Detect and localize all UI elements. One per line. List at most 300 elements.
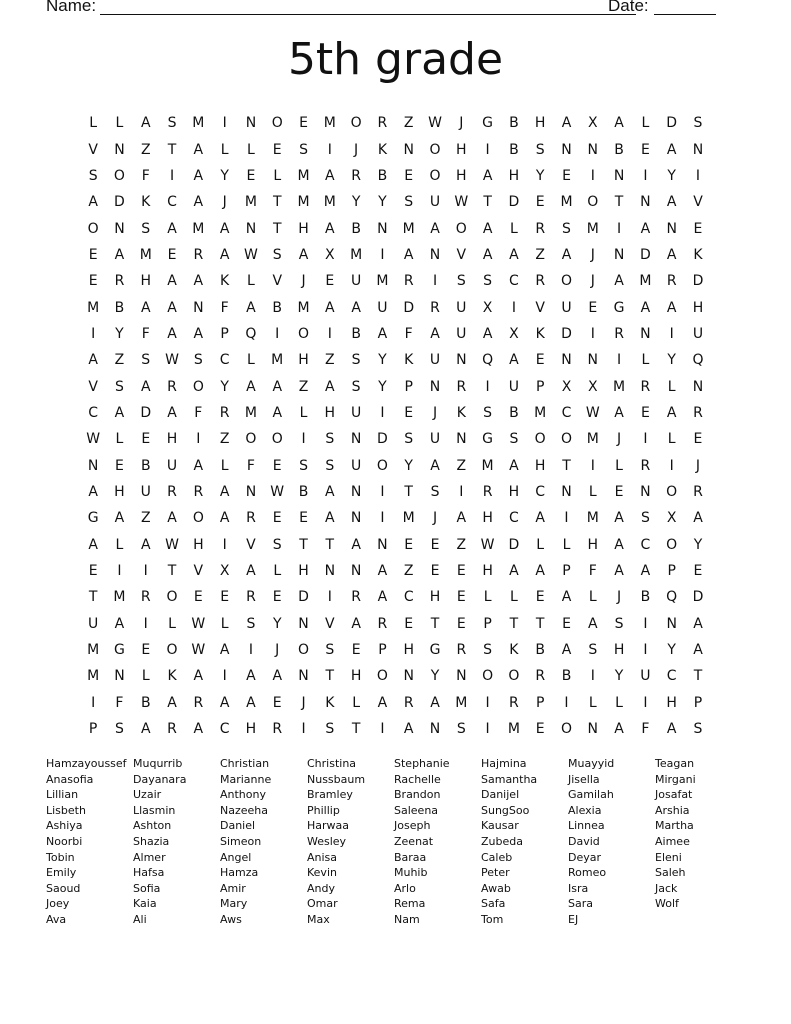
grid-letter: R bbox=[693, 404, 703, 421]
grid-letter: E bbox=[167, 246, 177, 263]
grid-letter: E bbox=[693, 431, 703, 448]
grid-letter: A bbox=[219, 510, 230, 527]
grid-letter: R bbox=[351, 167, 361, 184]
grid-letter: S bbox=[562, 220, 571, 237]
grid-letter: J bbox=[301, 273, 306, 290]
word-bank-item: Simeon bbox=[220, 834, 262, 848]
grid-letter: Q bbox=[692, 352, 704, 369]
grid-letter: Y bbox=[272, 615, 282, 632]
grid-letter: S bbox=[167, 115, 177, 132]
grid-letter: A bbox=[246, 563, 256, 580]
word-bank-item: Jack bbox=[655, 881, 678, 895]
grid-letter: F bbox=[588, 563, 597, 580]
grid-letter: B bbox=[351, 325, 361, 342]
grid-letter: L bbox=[115, 115, 124, 132]
grid-letter: E bbox=[193, 589, 203, 606]
grid-letter: A bbox=[246, 694, 256, 711]
grid-letter: I bbox=[485, 141, 490, 158]
grid-letter: M bbox=[613, 378, 626, 395]
word-bank-item: Noorbi bbox=[46, 834, 83, 848]
grid-letter: U bbox=[88, 615, 99, 632]
word-bank-item: Samantha bbox=[481, 772, 538, 786]
grid-letter: N bbox=[561, 141, 572, 158]
grid-letter: L bbox=[615, 457, 623, 474]
grid-letter: M bbox=[350, 246, 363, 263]
grid-letter: G bbox=[482, 431, 494, 448]
word-bank-item: Marianne bbox=[220, 772, 272, 786]
grid-letter: R bbox=[193, 246, 204, 263]
word-bank-item: Aws bbox=[220, 912, 242, 926]
grid-letter: O bbox=[87, 220, 99, 237]
grid-letter: S bbox=[535, 141, 545, 158]
grid-letter: A bbox=[246, 378, 256, 395]
grid-letter: T bbox=[325, 668, 335, 685]
grid-letter: A bbox=[614, 404, 624, 421]
grid-letter: L bbox=[141, 668, 150, 685]
grid-letter: G bbox=[114, 642, 125, 659]
grid-letter: A bbox=[666, 246, 677, 263]
grid-letter: Z bbox=[140, 510, 151, 527]
grid-letter: J bbox=[222, 194, 227, 211]
grid-letter: N bbox=[640, 194, 651, 211]
grid-letter: C bbox=[219, 352, 230, 369]
grid-letter: H bbox=[324, 404, 336, 421]
grid-letter: A bbox=[193, 457, 204, 474]
grid-letter: R bbox=[351, 589, 361, 606]
grid-letter: T bbox=[562, 457, 571, 474]
grid-letter: E bbox=[693, 563, 703, 580]
grid-letter: N bbox=[587, 721, 599, 738]
grid-letter: A bbox=[614, 721, 624, 738]
grid-letter: I bbox=[695, 167, 701, 184]
grid-letter: A bbox=[456, 510, 467, 527]
grid-letter: W bbox=[244, 246, 258, 263]
grid-letter: A bbox=[167, 404, 177, 421]
grid-letter: M bbox=[113, 589, 126, 606]
grid-letter: R bbox=[535, 273, 546, 290]
grid-letter: A bbox=[666, 141, 677, 158]
grid-letter: T bbox=[167, 141, 177, 158]
grid-letter: L bbox=[509, 220, 518, 237]
grid-letter: A bbox=[219, 246, 230, 263]
word-bank-item: Rachelle bbox=[394, 772, 441, 786]
grid-letter: R bbox=[614, 325, 624, 342]
grid-letter: E bbox=[404, 615, 414, 632]
grid-letter: E bbox=[562, 615, 571, 632]
grid-letter: C bbox=[666, 668, 677, 685]
grid-letter: A bbox=[219, 694, 230, 711]
grid-letter: U bbox=[456, 299, 467, 316]
grid-letter: A bbox=[272, 378, 283, 395]
grid-letter: T bbox=[88, 589, 98, 606]
word-bank-item: Joseph bbox=[394, 819, 431, 833]
grid-letter: T bbox=[325, 536, 335, 553]
grid-letter: A bbox=[509, 352, 519, 369]
grid-letter: A bbox=[193, 668, 204, 685]
grid-letter: U bbox=[429, 194, 441, 211]
grid-letter: N bbox=[456, 431, 467, 448]
word-bank-item: Gamilah bbox=[568, 788, 614, 802]
grid-letter: Q bbox=[482, 352, 494, 369]
grid-letter: Y bbox=[378, 378, 387, 395]
grid-letter: A bbox=[193, 141, 204, 158]
word-bank-item: Saoud bbox=[46, 881, 81, 895]
grid-letter: Q bbox=[245, 325, 257, 342]
grid-letter: E bbox=[456, 615, 466, 632]
grid-letter: N bbox=[429, 246, 441, 263]
grid-letter: A bbox=[167, 220, 177, 237]
grid-letter: X bbox=[219, 563, 230, 580]
word-bank-item: Saleena bbox=[394, 803, 439, 817]
grid-letter: E bbox=[325, 273, 335, 290]
grid-letter: R bbox=[193, 694, 204, 711]
word-bank-item: Teagan bbox=[655, 757, 695, 770]
grid-letter: X bbox=[509, 325, 519, 342]
word-bank-item: Caleb bbox=[481, 850, 513, 864]
grid-letter: S bbox=[246, 615, 256, 632]
grid-letter: R bbox=[219, 404, 230, 421]
grid-letter: V bbox=[88, 141, 98, 158]
grid-letter: E bbox=[220, 589, 230, 606]
grid-letter: T bbox=[483, 194, 492, 211]
grid-letter: U bbox=[508, 378, 520, 395]
grid-letter: A bbox=[193, 194, 204, 211]
grid-letter: I bbox=[143, 615, 148, 632]
grid-letter: O bbox=[666, 536, 678, 553]
grid-letter: U bbox=[377, 299, 388, 316]
grid-letter: N bbox=[403, 668, 414, 685]
grid-letter: U bbox=[692, 325, 704, 342]
word-bank-item: Harwaa bbox=[307, 819, 350, 833]
grid-letter: N bbox=[456, 668, 467, 685]
grid-letter: M bbox=[586, 220, 599, 237]
grid-letter: O bbox=[534, 431, 546, 448]
word-bank-item: Almer bbox=[133, 850, 166, 864]
grid-letter: S bbox=[141, 352, 151, 369]
grid-letter: I bbox=[380, 721, 385, 738]
grid-letter: H bbox=[140, 273, 151, 290]
grid-letter: C bbox=[219, 721, 230, 738]
grid-letter: A bbox=[377, 589, 388, 606]
grid-letter: S bbox=[141, 220, 151, 237]
grid-letter: B bbox=[561, 668, 572, 685]
grid-letter: A bbox=[167, 273, 177, 290]
word-bank-column bbox=[220, 756, 307, 928]
grid-letter: M bbox=[192, 115, 205, 132]
grid-letter: A bbox=[193, 273, 204, 290]
grid-letter: A bbox=[614, 536, 624, 553]
grid-letter: O bbox=[245, 431, 257, 448]
grid-letter: F bbox=[641, 721, 650, 738]
grid-letter: J bbox=[590, 246, 595, 263]
grid-letter: A bbox=[272, 404, 283, 421]
grid-letter: E bbox=[588, 299, 598, 316]
grid-letter: W bbox=[270, 483, 285, 500]
word-bank-item: Joey bbox=[46, 897, 70, 911]
grid-letter: O bbox=[560, 721, 572, 738]
grid-letter: U bbox=[429, 352, 441, 369]
grid-letter: N bbox=[587, 141, 599, 158]
grid-letter: Y bbox=[614, 668, 624, 685]
grid-letter: O bbox=[192, 378, 204, 395]
grid-letter: B bbox=[140, 457, 151, 474]
grid-letter: A bbox=[114, 246, 125, 263]
grid-letter: M bbox=[297, 299, 310, 316]
word-bank-column bbox=[568, 756, 655, 928]
grid-letter: I bbox=[91, 694, 96, 711]
grid-letter: Y bbox=[667, 352, 676, 369]
grid-letter: S bbox=[193, 352, 203, 369]
grid-letter: A bbox=[430, 694, 440, 711]
grid-letter: B bbox=[351, 220, 361, 237]
grid-letter: A bbox=[219, 220, 230, 237]
grid-letter: F bbox=[404, 325, 413, 342]
grid-letter: F bbox=[141, 325, 150, 342]
grid-letter: A bbox=[666, 194, 677, 211]
grid-letter: P bbox=[220, 325, 229, 342]
grid-letter: I bbox=[564, 694, 569, 711]
grid-letter: N bbox=[429, 721, 441, 738]
word-bank-item: Muqurrib bbox=[133, 757, 183, 770]
grid-letter: G bbox=[429, 642, 441, 659]
word-bank-item: Ashton bbox=[133, 819, 172, 833]
grid-letter: U bbox=[429, 431, 441, 448]
grid-letter: R bbox=[640, 378, 651, 395]
word-bank-item: Stephanie bbox=[394, 757, 450, 770]
grid-letter: B bbox=[140, 694, 151, 711]
grid-letter: E bbox=[272, 141, 282, 158]
grid-letter: W bbox=[480, 536, 495, 553]
grid-letter: A bbox=[219, 642, 230, 659]
grid-letter: B bbox=[614, 141, 624, 158]
grid-letter: H bbox=[114, 483, 125, 500]
grid-letter: A bbox=[193, 167, 204, 184]
grid-letter: E bbox=[115, 457, 124, 474]
word-bank-item: Hamza bbox=[220, 866, 259, 880]
grid-letter: N bbox=[377, 536, 388, 553]
grid-letter: N bbox=[403, 141, 414, 158]
word-bank-item: Danijel bbox=[481, 788, 520, 802]
grid-letter: N bbox=[193, 299, 204, 316]
grid-letter: N bbox=[666, 615, 677, 632]
grid-letter: Y bbox=[220, 167, 229, 184]
word-bank-item: Ashiya bbox=[46, 819, 83, 833]
grid-letter: A bbox=[114, 615, 125, 632]
grid-letter: A bbox=[88, 483, 98, 500]
grid-letter: L bbox=[483, 589, 492, 606]
grid-letter: M bbox=[639, 273, 652, 290]
grid-letter: M bbox=[87, 668, 100, 685]
grid-letter: M bbox=[87, 299, 100, 316]
grid-letter: H bbox=[613, 642, 625, 659]
grid-letter: U bbox=[350, 457, 362, 474]
grid-letter: M bbox=[586, 431, 599, 448]
grid-letter: R bbox=[666, 273, 677, 290]
grid-letter: T bbox=[535, 615, 545, 632]
grid-letter: O bbox=[429, 167, 441, 184]
grid-letter: K bbox=[509, 642, 519, 659]
grid-letter: C bbox=[509, 510, 519, 527]
grid-letter: E bbox=[693, 220, 703, 237]
grid-letter: T bbox=[693, 668, 703, 685]
word-bank-item: Sofia bbox=[133, 881, 161, 895]
grid-letter: I bbox=[564, 510, 569, 527]
grid-letter: Z bbox=[114, 352, 125, 369]
grid-letter: O bbox=[666, 483, 678, 500]
grid-letter: J bbox=[301, 694, 306, 711]
grid-letter: W bbox=[191, 642, 206, 659]
grid-letter: A bbox=[140, 299, 151, 316]
grid-letter: L bbox=[562, 536, 571, 553]
grid-letter: A bbox=[377, 563, 388, 580]
grid-letter: A bbox=[430, 220, 440, 237]
grid-letter: A bbox=[509, 563, 519, 580]
grid-letter: M bbox=[297, 194, 310, 211]
grid-letter: N bbox=[561, 352, 572, 369]
word-bank-item: Llasmin bbox=[133, 803, 176, 817]
word-bank bbox=[46, 756, 742, 928]
grid-letter: S bbox=[483, 273, 493, 290]
grid-letter: Y bbox=[378, 352, 387, 369]
grid-letter: H bbox=[482, 510, 493, 527]
grid-letter: D bbox=[508, 194, 520, 211]
grid-letter: I bbox=[643, 694, 648, 711]
grid-letter: N bbox=[692, 378, 704, 395]
word-bank-item: Anasofia bbox=[46, 772, 94, 786]
grid-letter: H bbox=[298, 563, 309, 580]
grid-letter: D bbox=[639, 246, 651, 263]
grid-letter: O bbox=[271, 431, 283, 448]
grid-letter: X bbox=[587, 378, 598, 395]
grid-letter: M bbox=[297, 167, 310, 184]
grid-letter: F bbox=[115, 694, 124, 711]
grid-letter: A bbox=[509, 457, 519, 474]
grid-letter: S bbox=[272, 246, 282, 263]
grid-letter: I bbox=[380, 246, 385, 263]
grid-letter: E bbox=[246, 167, 256, 184]
grid-letter: B bbox=[509, 115, 519, 132]
grid-letter: A bbox=[482, 167, 493, 184]
grid-letter: H bbox=[403, 642, 414, 659]
word-bank-item: Saleh bbox=[655, 866, 686, 880]
grid-letter: A bbox=[640, 299, 651, 316]
grid-letter: L bbox=[352, 694, 361, 711]
grid-letter: L bbox=[115, 431, 124, 448]
grid-letter: S bbox=[456, 273, 466, 290]
grid-letter: C bbox=[167, 194, 177, 211]
grid-letter: V bbox=[246, 536, 256, 553]
grid-letter: I bbox=[511, 299, 516, 316]
grid-letter: I bbox=[196, 431, 201, 448]
grid-letter: V bbox=[272, 273, 283, 290]
word-bank-item: Eleni bbox=[655, 850, 682, 864]
grid-letter: C bbox=[561, 404, 572, 421]
grid-letter: T bbox=[272, 220, 282, 237]
grid-letter: E bbox=[535, 194, 545, 211]
grid-letter: A bbox=[88, 194, 98, 211]
grid-letter: T bbox=[614, 194, 624, 211]
grid-letter: H bbox=[587, 536, 599, 553]
word-bank-item: Lillian bbox=[46, 788, 79, 802]
grid-letter: A bbox=[88, 352, 98, 369]
word-bank-item: Ava bbox=[46, 912, 67, 926]
grid-letter: A bbox=[325, 378, 335, 395]
grid-letter: I bbox=[301, 721, 306, 738]
header-row bbox=[46, 0, 726, 18]
word-bank-item: Sara bbox=[568, 897, 593, 911]
grid-letter: M bbox=[455, 694, 468, 711]
grid-letter: P bbox=[562, 563, 571, 580]
grid-letter: B bbox=[272, 299, 283, 316]
grid-letter: M bbox=[323, 194, 336, 211]
grid-letter: Y bbox=[667, 642, 676, 659]
grid-letter: M bbox=[534, 404, 547, 421]
word-bank-item: Wolf bbox=[655, 897, 679, 911]
grid-letter: E bbox=[535, 352, 545, 369]
grid-letter: I bbox=[485, 378, 490, 395]
grid-letter: E bbox=[614, 483, 624, 500]
word-bank-item: EJ bbox=[568, 912, 579, 926]
word-bank-item: Brandon bbox=[394, 788, 441, 802]
grid-letter: K bbox=[456, 404, 466, 421]
word-bank-item: Andy bbox=[307, 881, 335, 895]
grid-letter: O bbox=[298, 325, 310, 342]
grid-letter: S bbox=[483, 404, 493, 421]
grid-letter: L bbox=[168, 615, 176, 632]
grid-letter: S bbox=[272, 536, 282, 553]
grid-letter: L bbox=[247, 352, 255, 369]
grid-letter: A bbox=[666, 404, 677, 421]
grid-letter: W bbox=[86, 431, 101, 448]
grid-letter: A bbox=[614, 273, 624, 290]
grid-letter: D bbox=[561, 325, 572, 342]
grid-letter: Q bbox=[666, 589, 678, 606]
grid-letter: K bbox=[167, 668, 177, 685]
grid-letter: V bbox=[325, 615, 335, 632]
grid-letter: S bbox=[456, 721, 466, 738]
grid-letter: A bbox=[325, 220, 335, 237]
grid-letter: O bbox=[376, 668, 388, 685]
word-bank-item: Martha bbox=[655, 819, 694, 833]
grid-letter: O bbox=[482, 668, 494, 685]
word-bank-column bbox=[481, 756, 568, 928]
grid-letter: N bbox=[429, 378, 441, 395]
grid-letter: B bbox=[535, 642, 545, 659]
word-bank-item: Aimee bbox=[655, 834, 690, 848]
grid-letter: D bbox=[114, 194, 125, 211]
grid-letter: R bbox=[167, 378, 177, 395]
grid-letter: C bbox=[88, 404, 99, 421]
grid-letter: Z bbox=[298, 378, 309, 395]
grid-letter: A bbox=[351, 615, 361, 632]
grid-letter: O bbox=[587, 194, 599, 211]
grid-letter: A bbox=[193, 325, 204, 342]
word-bank-item: Ali bbox=[133, 912, 147, 926]
grid-letter: U bbox=[166, 457, 178, 474]
word-bank-item: Rema bbox=[394, 897, 426, 911]
grid-letter: H bbox=[245, 721, 257, 738]
grid-letter: E bbox=[456, 589, 466, 606]
grid-letter: W bbox=[165, 536, 179, 553]
grid-letter: A bbox=[351, 536, 361, 553]
grid-letter: A bbox=[482, 325, 493, 342]
word-bank-item: Nam bbox=[394, 912, 420, 926]
grid-letter: N bbox=[350, 431, 362, 448]
grid-letter: B bbox=[509, 404, 519, 421]
grid-letter: S bbox=[404, 431, 414, 448]
grid-letter: M bbox=[244, 404, 257, 421]
grid-letter: A bbox=[588, 615, 598, 632]
